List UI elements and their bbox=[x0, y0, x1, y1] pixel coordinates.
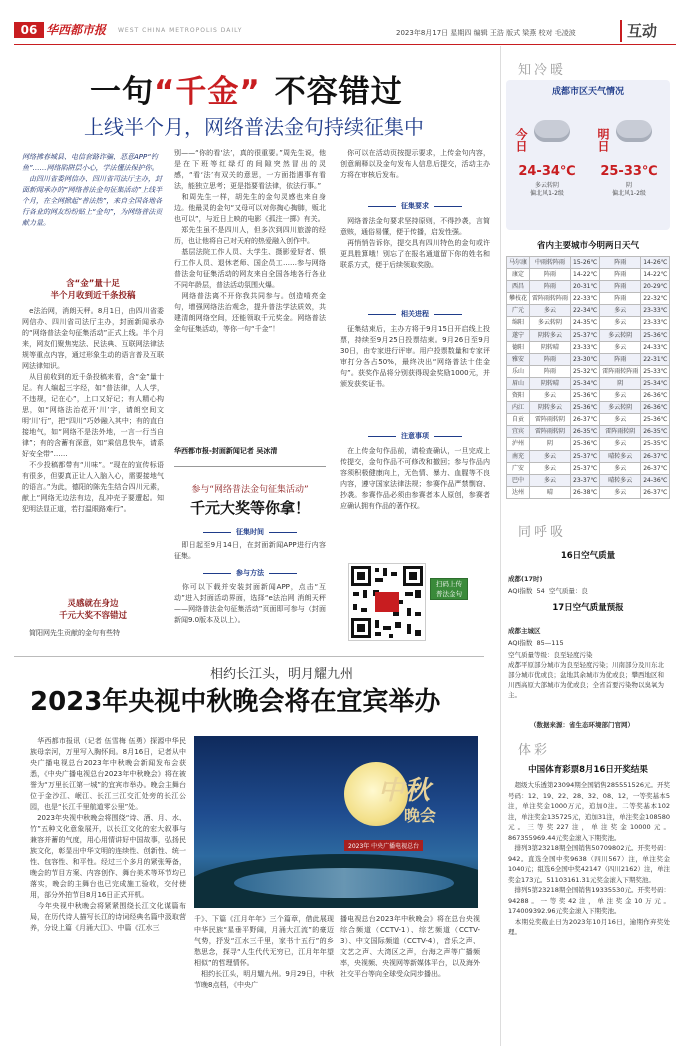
city-cell: 康定 bbox=[507, 269, 530, 281]
photo-tag: 2023年 中央广播电视总台 bbox=[344, 840, 423, 851]
col3-requirements-body: 网络普法金句要求坚持原则，不得抄袭，言简意赅，通俗易懂，便于传播，启发性强。 再悄悄告诉你，提交具有四川特色的金句或许更具胜算哦！别忘了在报名通道留下你的姓名和联系方式，便于后续领取奖励。 bbox=[340, 217, 490, 269]
today-temp-cell: 25-32℃ bbox=[571, 365, 600, 377]
today-label: 今日 bbox=[514, 128, 528, 152]
weather-row bbox=[507, 341, 670, 353]
today-temp-cell: 25-37℃ bbox=[571, 462, 600, 474]
gala-col2: 千》、下篇《江月年年》三个篇章，借此展现中华民族“星垂平野阔，月涌大江流”的豪迈气势，抒发“江水三千里，家书十五行”的乡愁思念，探寻“人生代代无穷已，江月年年望相似”的哲理情怀。 相约长江头，明月耀九州。9月29日，中秋节晚8点档，《中央广 bbox=[194, 915, 334, 989]
tomorrow-temp-cell: 26-37℃ bbox=[641, 462, 670, 474]
lottery-body: 超级大乐透第23094期全国销售285551526元。开奖号码：12、19、22、28、32、08、12，一等奖基本5注，单注奖金1000万元，追加0注。二等奖基本102注，单注奖金135725元，追加31注，单注奖金108580元。三等奖227注，单注奖金10000元。867355969.44元奖金滚入下期奖池。 排列3第23218期全国销售50709802元。开奖号码：942。直选全国中奖9638（四川567）注，单注奖金1040元；组选6全国中奖42147（四川2162）注，单注奖金173元。51103161.31元奖金滚入下期奖池。 排列5第23218期全国销售19335530元。开奖号码：94288。一等奖42注，单注奖金10万元。174009392.96元奖金滚入下期奖池。 本期兑奖截止日为2023年10月16日，逾期作弃奖处理。 bbox=[508, 781, 670, 936]
article-intro: 网络拂春城县、电信套路诈骗、恶意APP“钓鱼”……网络陷阱层小心，学法懂法保护你。 由四川省委网信办、四川省司法厅主办，封面新闻承办的“网络普法金句征集活动”上线半个月，在全网掀起“普法热”，来自全国各地各行各业的网友纷纷贴上“金句”，为网络普法贡献力量。 bbox=[22, 153, 163, 227]
gala-photo bbox=[194, 736, 478, 908]
tomorrow-temp-cell: 25-36℃ bbox=[641, 329, 670, 341]
weather-row bbox=[507, 365, 670, 377]
city-cell: 雅安 bbox=[507, 353, 530, 365]
today-cond-cell: 雷阵雨转阴 bbox=[530, 414, 571, 426]
city-cell: 西昌 bbox=[507, 281, 530, 293]
today-cond-cell: 多云 bbox=[530, 305, 571, 317]
weather-title: 成都市区天气情况 bbox=[551, 87, 624, 97]
today-temp-cell: 25-34℃ bbox=[571, 377, 600, 389]
air-forecast-title: 17日空气质量预报 bbox=[552, 603, 624, 613]
today-cond-cell: 多云 bbox=[530, 450, 571, 462]
today-cond-cell: 阵雨 bbox=[530, 365, 571, 377]
today-temp-cell: 23-37℃ bbox=[571, 474, 600, 486]
today-temp-cell: 23-33℃ bbox=[571, 341, 600, 353]
tomorrow-label: 明日 bbox=[596, 128, 610, 152]
gala-col1: 华西都市报讯（记者 伍雪梅 伍勇）探源中华民族母亲河，万里写入胸怀间。8月16日，记者从中央广播电视总台2023年中秋晚会新闻发布会获悉，《中央广播电视总台2023年中秋晚会》将在被誉为“万里长江第一城”的宜宾市举办。晚会主舞台位于金沙江、岷江、长江三江交汇处旁的长江公园，也是“长江千里航道零公里”处。 2023年央视中秋晚会将围绕“诗、酒、月、水、竹”五种文化意象展开，以长江文化的宏大叙事与兼容并蓄的气度，用心用情讲好中国故事，弘扬民族文化，彰显出中华文明的连续性、创新性、统一性、包容性、和平性。经过三个多月的紧张筹备，晚会的节目方案、内容创作、舞台美术等环节均已落实，晚会的主舞台也已完成施工验收，交付使用，部分外拍节目8月16日正式开机。 今年央视中秋晚会将紧紧围绕长江文化谋篇布局，在历代诗人描写长江的诗词经典名篇中汲取营养，分设上篇《月涌大江》、中篇《江水三 bbox=[30, 737, 186, 932]
weather-row bbox=[507, 426, 670, 438]
weather-row bbox=[507, 462, 670, 474]
weather-row bbox=[507, 317, 670, 329]
newspaper-logo-sub: WEST CHINA METROPOLIS DAILY bbox=[118, 27, 243, 34]
byline: 华西都市报-封面新闻记者 吴冰清 bbox=[174, 447, 278, 455]
tomorrow-temp-cell: 23-33℃ bbox=[641, 305, 670, 317]
col3-process-body: 征集结束后，主办方将于9月15日开启线上投票，持续至9月25日投票结束。9月26日至9月30日，由专家进行评审。用户投票数量和专家评审打分各占50%，最终决出“网络普法十佳金句”。获奖作品将分别获得现金奖励1000元，并颁发获奖证书。 bbox=[340, 325, 490, 388]
col2-time-body: 即日起至9月14日，在封面新闻APP进行内容征集。 bbox=[174, 541, 326, 560]
weather-row bbox=[507, 438, 670, 450]
section-label-notes: 注意事项 bbox=[340, 430, 490, 442]
lottery-tag: 体彩 bbox=[518, 743, 551, 758]
tomorrow-cond-cell: 多云 bbox=[600, 462, 641, 474]
today-cond-cell: 阵雨 bbox=[530, 353, 571, 365]
col2-body: 别——“你的看‘法’，真的很重要。”周先生说，他是在下班等红绿灯的间隙突然冒出的灵感，“看‘法’有双关的意思，一方面指遇事有看法，能独立思考；更是指要看法律，依法行事。” 和周先生一样，胡先生的金句灵感也来自身边。他最灵的金句“又母可以对你掏心掏肺，贩北也可以”，与近日上映的电影《孤注一掷》有关。 郑先生虽不是四川人，但多次到四川旅游的经历，也让他将自己对天府的热爱融入创作中。 基层法院工作人员、大学生、摄影爱好者、银行工作人员、退休老师、国企员工……参与网络普法金句征集活动的网友来自全国各地各行各业不同年龄层，普法活动氛围火爆。 网络普法离不开你我共同参与。创造啃亮金句，增强网络法治观念，提升普法学法质效，共建清朗网络空间，还能领取千元奖金。网络普法金句征集活动，等你一句“千金”！ bbox=[174, 149, 326, 333]
overcast-icon bbox=[616, 120, 652, 142]
air-city: 成都(17时) bbox=[508, 575, 543, 583]
newspaper-logo: 华西都市报 bbox=[46, 23, 107, 37]
air-forecast-line: AQI指数 85—115 bbox=[508, 639, 564, 647]
tomorrow-temp-cell: 26-37℃ bbox=[641, 486, 670, 498]
tomorrow-temp-cell: 26-36℃ bbox=[641, 402, 670, 414]
air-forecast-body: 空气质量等级：良至轻度污染 成都平原部分城市为良至轻度污染；川南部分及川东北部分城市优或良；盆地其余城市为优或良；攀西地区和川西高原大部城市为优或良；全省首要污染物以臭氧为主。 bbox=[508, 651, 664, 699]
col1-body: e法治网，消朗天秤。8月1日，由四川省委网信办、四川省司法厅主办，封面新闻承办的“网络普法金句征集活动”正式上线。半个月来，网友们聚焦宪法、民法典、互联网法律法规等重点内容，通过形象生动的语言普及互联网法律知识。 从目前收到的近千条投稿来看，含“金”量十足。有人编起三字经，如“普法律，人人学，不违规，记在心”，上口又好记；有人精心构思，如“网络法治花开‘川’字，请朗空间文明‘川’行”，把“四川”巧妙融入其中；有的直白接地气，如“网络不是法外地，一言一行当自律”；有的含蓄有深意，如“乘信息快车，请系好安全带”…… 不少投稿都带有“川味”。“现在的宣传标语有很多，但要真正让人入脑入心，需要接地气的语言。”为此，德阳的陈先生结合四川元素，献上“网络无边法有边，乱冲壳子要遭起。知犯明法显正道，若打温眼路难行”。 bbox=[22, 307, 164, 513]
today-temp-cell: 25-36℃ bbox=[571, 402, 600, 414]
tomorrow-temp-cell: 25-34℃ bbox=[641, 377, 670, 389]
photo-title: 中秋 bbox=[378, 776, 431, 806]
today-cond-cell: 阴转多云 bbox=[530, 402, 571, 414]
today-temp-cell: 26-38℃ bbox=[571, 486, 600, 498]
headline-pre: 一句 bbox=[90, 74, 154, 110]
today-temp-cell: 25-36℃ bbox=[571, 438, 600, 450]
today-cond-cell: 多云 bbox=[530, 474, 571, 486]
today-desc: 多云转阴 偏北风1-2级 bbox=[530, 182, 564, 197]
weather-box bbox=[506, 80, 670, 230]
today-temp-cell: 15-26℃ bbox=[571, 257, 600, 269]
tomorrow-cond-cell: 多云 bbox=[600, 414, 641, 426]
weather-row bbox=[507, 486, 670, 498]
tomorrow-cond-cell: 多云 bbox=[600, 341, 641, 353]
tomorrow-cond-cell: 雷阵雨转阴 bbox=[600, 426, 641, 438]
gala-headline: 2023年央视中秋晚会将在宜宾举办 bbox=[30, 687, 441, 717]
section-name: 互动 bbox=[620, 20, 657, 42]
city-cell: 达州 bbox=[507, 486, 530, 498]
main-headline bbox=[90, 72, 403, 112]
today-cond-cell: 雷阵雨转阴 bbox=[530, 426, 571, 438]
headline-post: 不容错过 bbox=[274, 74, 403, 110]
city-cell: 广元 bbox=[507, 305, 530, 317]
today-cond-cell: 多云转阴 bbox=[530, 317, 571, 329]
city-cell: 眉山 bbox=[507, 377, 530, 389]
river-image bbox=[234, 868, 454, 898]
weather-row bbox=[507, 329, 670, 341]
weather-row bbox=[507, 390, 670, 402]
gala-subheadline: 相约长江头，明月耀九州 bbox=[210, 667, 354, 682]
today-cond-cell: 多云 bbox=[530, 462, 571, 474]
tomorrow-cond-cell: 阴 bbox=[600, 377, 641, 389]
city-cell: 巴中 bbox=[507, 474, 530, 486]
today-cond-cell: 雷阵雨转阵雨 bbox=[530, 293, 571, 305]
today-cond-cell: 晴 bbox=[530, 486, 571, 498]
air-today-title: 16日空气质量 bbox=[560, 551, 616, 561]
city-cell: 南充 bbox=[507, 450, 530, 462]
tomorrow-temp-cell: 25-33℃ bbox=[641, 365, 670, 377]
today-temp-cell: 25-37℃ bbox=[571, 450, 600, 462]
today-cond-cell: 阴 bbox=[530, 438, 571, 450]
tomorrow-temp-cell: 20-29℃ bbox=[641, 281, 670, 293]
tomorrow-temp-cell: 25-36℃ bbox=[641, 414, 670, 426]
weather-row bbox=[507, 450, 670, 462]
tomorrow-temp-cell: 14-22℃ bbox=[641, 269, 670, 281]
tomorrow-cond-cell: 阵雨 bbox=[600, 281, 641, 293]
main-subheadline: 上线半个月，网络普法金句持续征集中 bbox=[84, 115, 424, 139]
tomorrow-temp-cell: 22-31℃ bbox=[641, 353, 670, 365]
province-weather-title: 省内主要城市今明两日天气 bbox=[536, 241, 639, 251]
header-rule bbox=[14, 44, 676, 45]
column-rule bbox=[500, 46, 501, 1046]
weather-row bbox=[507, 402, 670, 414]
city-cell: 泸州 bbox=[507, 438, 530, 450]
tomorrow-cond-cell: 多云 bbox=[600, 438, 641, 450]
air-tag: 同呼吸 bbox=[518, 525, 567, 540]
tomorrow-cond-cell: 阵雨 bbox=[600, 257, 641, 269]
col3-notes-body: 在上传金句作品前，请检查确认，一旦完成上传提交，金句作品不可修改和撤回；参与作品内容须积极健康向上，无色情、暴力、血腥等不良内容，遵守国家法律法规；参赛作品严禁剽窃、抄袭。参赛作品必须由参赛者本人原创，参赛者应确认拥有作品的著作权。 bbox=[340, 447, 490, 510]
section-label-time: 征集时间 bbox=[174, 526, 326, 538]
scan-upload-label: 扫码上传 普法金句 bbox=[430, 578, 468, 600]
today-temp: 24-34℃ bbox=[518, 164, 576, 179]
tomorrow-desc: 阴 偏北风1-2级 bbox=[612, 182, 646, 197]
tomorrow-cond-cell: 多云 bbox=[600, 317, 641, 329]
today-temp-cell: 25-36℃ bbox=[571, 390, 600, 402]
qr-code-icon bbox=[349, 564, 425, 640]
today-cond-cell: 阴转晴 bbox=[530, 341, 571, 353]
weather-row bbox=[507, 257, 670, 269]
weather-row bbox=[507, 414, 670, 426]
tomorrow-cond-cell: 阵雨 bbox=[600, 269, 641, 281]
tomorrow-cond-cell: 雷阵雨转阵雨 bbox=[600, 365, 641, 377]
cloudy-icon bbox=[534, 120, 570, 142]
weather-tag: 知冷暖 bbox=[518, 63, 567, 78]
air-today-line: AQI指数 54 空气质量：良 bbox=[508, 587, 588, 595]
tomorrow-cond-cell: 多云转阴 bbox=[600, 329, 641, 341]
tomorrow-temp-cell: 14-26℃ bbox=[641, 257, 670, 269]
weather-row bbox=[507, 353, 670, 365]
city-cell: 宜宾 bbox=[507, 426, 530, 438]
col2-method-body: 你可以下载并安装封面新闻APP，点击“互动”进入封面活动界面，选择“e法治网 消朗天秤——网络普法金句征集活动”页面即可参与（封面新闻9.0版本及以上）。 bbox=[174, 583, 326, 624]
section-label-process: 相关进程 bbox=[340, 308, 490, 320]
subhead-gold-content: 含“金”量十足 半个月收到近千条投稿 bbox=[50, 279, 136, 301]
tomorrow-cond-cell: 多云 bbox=[600, 390, 641, 402]
city-cell: 内江 bbox=[507, 402, 530, 414]
gala-col3: 播电视总台2023年中秋晚会》将在总台央视综合频道（CCTV-1）、综艺频道（CCTV-3）、中文国际频道（CCTV-4），音乐之声、文艺之声、大湾区之声，台海之声等广播频率，央视频、央视网等新媒体平台，以及海外社交平台等向全球受众同步播出。 bbox=[340, 915, 480, 978]
today-temp-cell: 26-35℃ bbox=[571, 426, 600, 438]
tomorrow-temp-cell: 23-33℃ bbox=[641, 317, 670, 329]
today-cond-cell: 多云 bbox=[530, 390, 571, 402]
callout-small: 参与“网络普法金句征集活动” bbox=[191, 485, 309, 495]
photo-title-2: 晚会 bbox=[404, 806, 437, 825]
weather-row bbox=[507, 281, 670, 293]
today-cond-cell: 中雨转阵雨 bbox=[530, 257, 571, 269]
tomorrow-temp-cell: 26-35℃ bbox=[641, 426, 670, 438]
city-cell: 乐山 bbox=[507, 365, 530, 377]
col3-body-top: 你可以在活动页按提示要求，上传金句内容，创意阐释以及金句发布人信息后提交，活动主办方将在审核后发布。 bbox=[340, 149, 490, 179]
today-temp-cell: 20-31℃ bbox=[571, 281, 600, 293]
city-cell: 自贡 bbox=[507, 414, 530, 426]
weather-row bbox=[507, 305, 670, 317]
divider bbox=[14, 656, 484, 657]
col1-body-tail: 简阳网先生贡献的金句有些特 bbox=[22, 629, 120, 637]
tomorrow-temp-cell: 24-36℃ bbox=[641, 474, 670, 486]
divider bbox=[174, 466, 326, 467]
tomorrow-cond-cell: 晴转多云 bbox=[600, 474, 641, 486]
city-cell: 德阳 bbox=[507, 341, 530, 353]
today-temp-cell: 22-34℃ bbox=[571, 305, 600, 317]
today-cond-cell: 阵雨 bbox=[530, 281, 571, 293]
city-cell: 遂宁 bbox=[507, 329, 530, 341]
city-cell: 资阳 bbox=[507, 390, 530, 402]
today-temp-cell: 24-35℃ bbox=[571, 317, 600, 329]
province-weather-table bbox=[506, 256, 670, 499]
today-temp-cell: 25-37℃ bbox=[571, 329, 600, 341]
qr-code[interactable] bbox=[348, 563, 426, 641]
tomorrow-cond-cell: 多云 bbox=[600, 305, 641, 317]
today-cond-cell: 阴转多云 bbox=[530, 329, 571, 341]
tomorrow-cond-cell: 多云转阴 bbox=[600, 402, 641, 414]
today-temp-cell: 22-33℃ bbox=[571, 293, 600, 305]
tomorrow-temp-cell: 25-35℃ bbox=[641, 438, 670, 450]
city-cell: 广安 bbox=[507, 462, 530, 474]
air-area: 成都主城区 bbox=[508, 627, 541, 635]
today-temp-cell: 26-37℃ bbox=[571, 414, 600, 426]
callout-big: 千元大奖等你拿！ bbox=[189, 499, 310, 517]
tomorrow-cond-cell: 阵雨 bbox=[600, 353, 641, 365]
air-source: （数据来源：省生态环境部门官网） bbox=[530, 721, 634, 729]
section-label-method: 参与方法 bbox=[174, 567, 326, 579]
weather-row bbox=[507, 293, 670, 305]
today-temp-cell: 14-22℃ bbox=[571, 269, 600, 281]
weather-row bbox=[507, 377, 670, 389]
tomorrow-temp-cell: 26-37℃ bbox=[641, 450, 670, 462]
tomorrow-temp-cell: 26-36℃ bbox=[641, 390, 670, 402]
headline-quote: “千金” bbox=[154, 74, 261, 110]
issue-meta: 2023年8月17日 星期四 编辑 王浩 版式 梁燕 校对 毛凌波 bbox=[396, 29, 576, 37]
lottery-title: 中国体育彩票8月16日开奖结果 bbox=[528, 765, 648, 775]
weather-row bbox=[507, 474, 670, 486]
today-cond-cell: 阵雨 bbox=[530, 269, 571, 281]
city-cell: 攀枝花 bbox=[507, 293, 530, 305]
tomorrow-temp-cell: 22-32℃ bbox=[641, 293, 670, 305]
tomorrow-cond-cell: 阵雨 bbox=[600, 293, 641, 305]
tomorrow-temp: 25-33℃ bbox=[600, 164, 658, 179]
weather-row bbox=[507, 269, 670, 281]
section-label-requirements: 征集要求 bbox=[340, 200, 490, 212]
tomorrow-cond-cell: 晴转多云 bbox=[600, 450, 641, 462]
tomorrow-temp-cell: 24-33℃ bbox=[641, 341, 670, 353]
city-cell: 马尔康 bbox=[507, 257, 530, 269]
subhead-inspiration: 灵感就在身边 千元大奖不容错过 bbox=[58, 599, 127, 621]
today-temp-cell: 23-30℃ bbox=[571, 353, 600, 365]
today-cond-cell: 阴转晴 bbox=[530, 377, 571, 389]
page-number: 06 bbox=[14, 22, 44, 38]
city-cell: 绵阳 bbox=[507, 317, 530, 329]
tomorrow-cond-cell: 多云 bbox=[600, 486, 641, 498]
